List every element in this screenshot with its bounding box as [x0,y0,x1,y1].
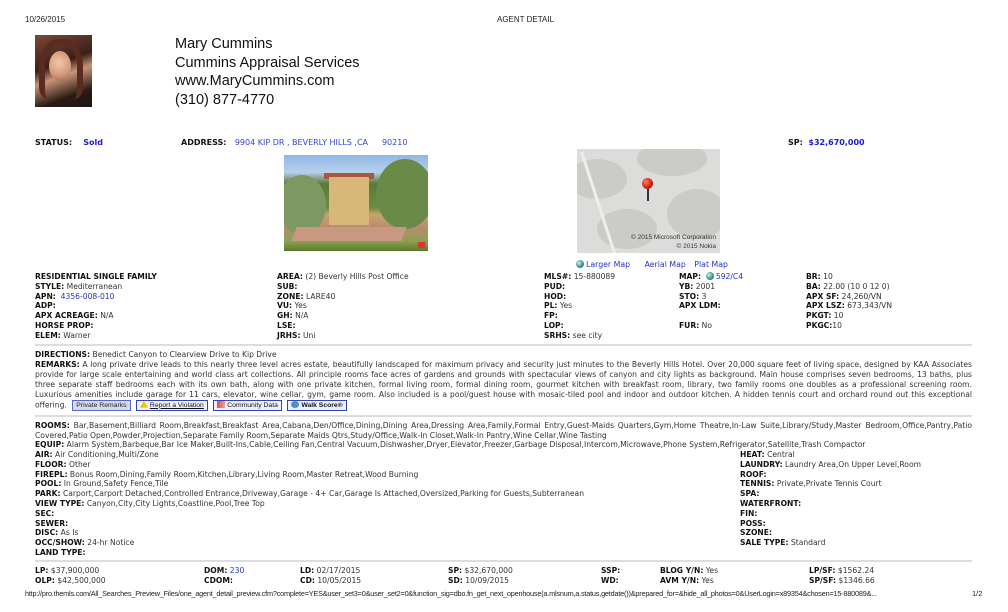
field-label: HEAT: [740,450,765,459]
field-value: As Is [60,528,79,538]
field-occ-show [35,538,584,548]
field-value: (2) Beverly Hills Post Office [305,272,409,281]
field-fp [544,311,615,321]
field-label: SP: [448,566,463,575]
field-sp-sf [809,576,875,586]
field-firepl [35,470,584,480]
field-value: $32,670,000 [464,566,513,575]
field-value: Alarm System,Barbeque,Bar Ice Maker,Built-Ins,Cable,Ceiling Fan,Central Vacuum,Dishwasher,Dryer,Elevator,Freezer,Garbage Disposal,Intercom,Microwave,Phone System,Refrigerator,Satellite,Trash Compactor [66,440,866,449]
warning-icon [140,401,148,408]
field-adp [35,301,157,311]
field-label: LOP: [544,320,564,330]
field-wd [601,576,620,586]
field-label: LP/SF: [809,566,836,575]
field-value: Standard [790,538,826,548]
field-value: 24,260/VN [841,291,882,301]
photo-badge-icon [418,242,425,248]
field-label: APN: [35,291,56,301]
field-label: CDOM: [204,575,233,585]
map-pin-icon [642,178,653,189]
sp-value: $32,670,000 [808,138,865,147]
field-blog [660,566,718,576]
field-label: ADP: [35,301,56,311]
divider [35,344,972,346]
field-label: LSE: [277,320,296,330]
field-sewer [35,519,584,529]
map-copyright-microsoft: © 2015 Microsoft Corporation [631,234,716,241]
field-park [35,489,584,499]
field-srhs [544,331,615,341]
field-value: Bar,Basement,Billiard Room,Breakfast,Breakfast Area,Cabana,Den/Office,Dining,Dining Area,Dressing Area,Family,Formal Entry,Guest-Maids Quarters,Gym,Home Theatre,In-Law Suite,Library/Study,Master Bedroom,Office,Pantry,Patio Covered,Patio Open,Powder,Projection,Separate Family Room,Separate Maids Qtrs,Study/Office,Walk-In Closet,Walk-In Pantry,Wine Cellar,Wine Tasting [35,421,972,440]
field-value: Central [767,450,795,459]
field-value: $1562.24 [837,566,875,575]
field-label: DIRECTIONS: [35,350,91,359]
field-lse [277,321,409,331]
field-value: $42,500,000 [57,575,106,585]
field-label: OLP: [35,575,55,585]
field-value: 10 [832,320,842,330]
field-label: ELEM: [35,330,61,340]
community-icon [217,401,225,408]
field-value: 24-hr Notice [87,538,135,548]
field-label: RESIDENTIAL SINGLE FAMILY [35,272,157,281]
field-label: YB: [679,281,694,291]
report-violation-button[interactable] [136,400,208,411]
field-sec [35,509,584,519]
field-label: LP: [35,566,49,575]
field-label: HOD: [544,291,567,301]
divider [35,560,972,562]
print-date: 10/26/2015 [25,15,66,24]
field-poss [740,519,921,529]
field-value: 673,343/VN [847,301,893,311]
field-label: FLOOR: [35,459,67,469]
field-label: LAUNDRY: [740,459,783,469]
field-spa [740,489,921,499]
field-value: Yes [559,301,573,311]
field-label: PKGT: [806,311,832,321]
field-value: Yes [701,575,714,585]
field-floor [35,460,584,470]
field-value: Private,Private Tennis Court [776,479,882,489]
field-lp-sf [809,566,875,576]
globe-icon [576,260,584,268]
field-label: REMARKS: [35,360,80,369]
field-olp [35,576,106,586]
field-label: WD: [601,575,619,585]
field-ssp [601,566,620,576]
field-value: Bonus Room,Dining,Family Room,Kitchen,Library,Living Room,Master Retreat,Wood Burning [69,469,419,479]
field-heat [740,450,921,460]
sold-price-field [788,138,865,147]
field-label: FIN: [740,508,758,518]
larger-map-link[interactable] [576,260,636,269]
apn-link[interactable]: 4356-008-010 [60,291,115,301]
field-mls [544,272,615,282]
field-label: VU: [277,301,293,311]
field-elem [35,331,157,341]
field-label: PUD: [544,281,566,291]
field-label: OCC/SHOW: [35,538,85,548]
field-zone [277,292,409,302]
field-value: Uni [302,330,316,340]
field-label: SZONE: [740,528,773,538]
field-disc [35,528,584,538]
field-sto [679,292,743,302]
field-label: ZONE: [277,291,304,301]
field-label: LAND TYPE: [35,547,86,557]
field-value: Walk Score® [301,401,343,409]
field-apx-acreage [35,311,157,321]
field-value: Other [68,459,91,469]
status-field [35,138,103,147]
field-dom [204,566,244,576]
field-empty [679,311,743,321]
status-label: STATUS: [35,138,73,147]
field-label: GH: [277,311,293,321]
field-label: APX LSZ: [806,301,845,311]
field-area [277,272,409,282]
field-cd [300,576,361,586]
field-label: SSP: [601,566,621,575]
agent-name: Mary Cummins [175,36,273,52]
field-ld [300,566,361,576]
map-grid-link[interactable]: 592/C4 [715,272,744,281]
field-label: SP/SF: [809,575,837,585]
field-label: STO: [679,291,700,301]
address-link[interactable]: 9904 KIP DR , BEVERLY HILLS ,CA [234,138,369,147]
walk-score-icon [291,401,299,408]
remarks-text: A long private drive leads to this nearly three level acres estate, beautifully landscaped for maximum privacy and security just minutes to the Beverly Hills Hotel. Over 20,000 square feet of living space, designed by KAA Associates provide for large scale entertaining and world class art collections. All principle rooms face acres of gardens and grounds with spectacular views of canyon and city lights as background. Main house comprises seven bedrooms, 13 baths, plus three separate staff bedrooms each with its own bath, along with one private kitchen, formal living room, formal dining room, gourmet kitchen with breakfast room, library, two family rooms one doubles as a professional screening room. Luxurious amenities include garage for 11 cars, elevator, wine cellar, gym, game room. Also included is a pool/guest house with mosaic-tiled pool and indoor and outdoor kitchen. A hidden tennis court and orchard round out this exceptional offering. [35,360,972,410]
field-rooms [35,421,972,441]
map-copyright-nokia: © 2015 Nokia [676,243,716,250]
field-value: N/A [295,311,309,321]
dom-link[interactable]: 230 [229,566,245,575]
field-value: Carport,Carport Detached,Controlled Entrance,Driveway,Garage - 4+ Car,Garage Is Attached,Oversized,Parking for Guests,Subterranean [62,489,585,499]
field-label: APX LDM: [679,301,721,311]
field-pkgc [806,321,892,331]
field-value: Warner [63,330,91,340]
globe-icon [706,272,714,280]
field-label: BLOG Y/N: [660,566,704,575]
field-value: 10/05/2015 [317,575,362,585]
field-view-type [35,499,584,509]
field-label: JRHS: [277,330,301,340]
field-sale-type [740,538,921,548]
field-value: Laundry Area,On Upper Level,Room [785,459,921,469]
field-style [35,282,157,292]
field-label: DISC: [35,528,59,538]
summary-col-1 [35,566,106,586]
map-pin-stem [647,189,649,201]
agent-info [175,35,360,109]
field-label: LD: [300,566,315,575]
field-value: see city [572,330,603,340]
field-sub [277,282,409,292]
field-label: ROOMS: [35,421,70,430]
field-label: EQUIP: [35,440,65,449]
field-value: $37,900,000 [50,566,100,575]
field-label: STYLE: [35,281,65,291]
field-value: 22.00 (10 0 12 0) [823,281,890,291]
details-col-5 [806,272,892,331]
field-apn [35,292,157,302]
field-label: BA: [806,281,821,291]
page-number: 1/2 [972,589,983,598]
field-label: PKGC: [806,320,833,330]
field-label: VIEW TYPE: [35,498,85,508]
field-value: 02/17/2015 [316,566,361,575]
field-value: N/A [100,311,114,321]
location-map[interactable] [577,149,720,253]
directions [35,350,972,360]
private-remarks-button[interactable]: Private Remarks [72,400,130,411]
field-value: LARE40 [305,291,336,301]
field-label: APX SF: [806,291,840,301]
field-label: SEC: [35,508,55,518]
field-value: 10 [833,311,844,321]
features-right [740,450,921,548]
field-label: BR: [806,272,821,281]
map-links [576,260,734,269]
field-label: SALE TYPE: [740,538,789,548]
sp-label: SP: [788,138,803,147]
field-label: PL: [544,301,558,311]
field-label: HORSE PROP: [35,320,94,330]
agent-phone: (310) 877-4770 [175,91,275,108]
address-field [181,138,407,147]
field-yb [679,282,743,292]
details-col-1 [35,272,157,341]
field-value: Benedict Canyon to Clearview Drive to Kip Drive [92,350,277,359]
field-label: AVM Y/N: [660,575,700,585]
address-label: ADDRESS: [181,138,227,147]
details-col-2 [277,272,409,341]
print-title: AGENT DETAIL [497,15,555,24]
field-jrhs [277,331,409,341]
field-roof [740,470,921,480]
field-value: No [701,320,712,330]
field-label: SUB: [277,281,298,291]
field-br [806,272,892,282]
field-label: FUR: [679,320,700,330]
field-value: Report a Violation [149,401,204,409]
field-label: TENNIS: [740,479,775,489]
field-label: PARK: [35,489,61,499]
agent-website: www.MaryCummins.com [175,73,335,89]
field-sd [448,576,513,586]
field-land-type [35,548,584,558]
larger-map-label: Larger Map [586,260,631,269]
summary-col-7 [809,566,875,586]
field-pkgt [806,311,892,321]
field-pl [544,301,615,311]
field-label: POOL: [35,479,62,489]
property-photo[interactable] [284,155,428,251]
field-gh [277,311,409,321]
field-label: ROOF: [740,469,767,479]
field-szone [740,528,921,538]
field-value: Canyon,City,City Lights,Coastline,Pool,Tree Top [86,498,265,508]
field-vu [277,301,409,311]
summary-col-2 [204,566,244,586]
field-value: In Ground,Safety Fence,Tile [63,479,169,489]
agent-company: Cummins Appraisal Services [175,54,360,71]
field-air [35,450,584,460]
field-cdom [204,576,244,586]
field-laundry [740,460,921,470]
field-label: AREA: [277,272,303,281]
field-hod [544,292,615,302]
field-value: 2001 [695,281,716,291]
field-value: Mediterranean [66,281,123,291]
field-value: 3 [701,291,707,301]
zip-link[interactable]: 90210 [381,138,408,147]
community-data-button[interactable] [213,400,282,411]
field-lp [35,566,106,576]
field-apx-sf [806,292,892,302]
field-label: CD: [300,575,315,585]
summary-col-6 [660,566,718,586]
field-label: MAP: [679,272,702,281]
status-value: Sold [83,138,103,147]
field-value: Yes [294,301,307,311]
summary-col-3 [300,566,361,586]
field-pool [35,479,584,489]
walk-score-button[interactable] [287,400,346,411]
field-fin [740,509,921,519]
field-label: SRHS: [544,330,571,340]
field-value: 10/09/2015 [465,575,510,585]
field-map [679,272,743,282]
field-tennis [740,479,921,489]
field-value: $1346.66 [838,575,875,585]
field-waterfront [740,499,921,509]
field-label: AIR: [35,450,53,459]
field-label: FIREPL: [35,469,68,479]
field-value: Air Conditioning,Multi/Zone [55,450,159,459]
field-label: SEWER: [35,518,69,528]
field-lop [544,321,615,331]
field-sp [448,566,513,576]
property-type [35,272,157,282]
field-value: 10 [823,272,833,281]
field-value: Community Data [227,401,278,409]
divider [35,415,972,417]
plat-map-link[interactable]: Plat Map [694,260,728,269]
field-label: SPA: [740,489,760,499]
field-label: APX ACREAGE: [35,311,98,321]
agent-photo [35,35,92,107]
field-label: SD: [448,575,463,585]
field-equip [35,440,935,450]
field-apx-lsz [806,301,892,311]
field-horse-prop [35,321,157,331]
summary-col-5 [601,566,620,586]
field-label: DOM: [204,566,228,575]
print-url: http://pro.themls.com/All_Searches_Preview_Files/one_agent_detail_preview.cfm?complete=YES&user_set3=0&user_set2=0&function_sig=dbo.fn_get_next_openhouse(a.mlsnum,a.status,getdate())&prepared_for=&hide_all_photos=0&UserLogin=x89354&chosen=15-880089&... [25,589,877,598]
field-label: WATERFRONT: [740,498,802,508]
details-col-3 [544,272,615,341]
summary-col-4 [448,566,513,586]
features-left [35,450,584,558]
field-pud [544,282,615,292]
field-apx-ldm [679,301,743,311]
field-label: FP: [544,311,558,321]
field-label: MLS#: [544,272,572,281]
details-col-4 [679,272,743,331]
aerial-map-link[interactable]: Aerial Map [644,260,686,269]
field-ba [806,282,892,292]
field-label: POSS: [740,518,766,528]
field-avm [660,576,718,586]
field-fur [679,321,743,331]
field-value: 15-880089 [573,272,616,281]
field-value: Yes [705,566,719,575]
remarks [35,360,972,411]
